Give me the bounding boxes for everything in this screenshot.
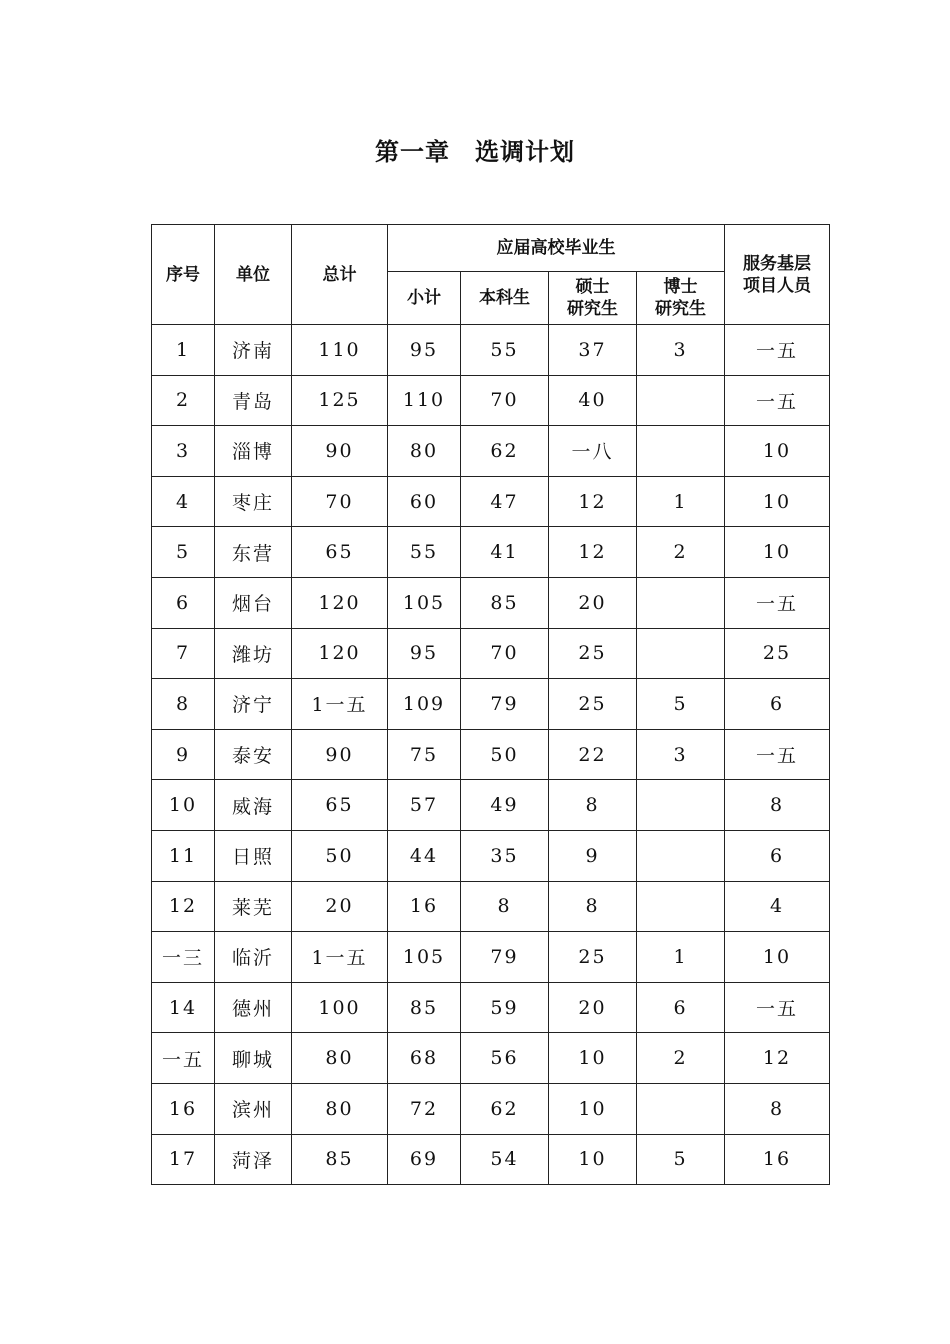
cell-unit: 淄博 [215,426,292,477]
cell-total: 65 [292,527,388,578]
cell-subtotal: 95 [388,325,461,376]
cell-unit: 东营 [215,527,292,578]
cell-master: 40 [549,375,637,426]
cell-phd [637,375,725,426]
cell-unit: 济南 [215,325,292,376]
cell-subtotal: 75 [388,729,461,780]
header-service-line1: 服务基层 [743,253,811,274]
table-row [152,1033,830,1084]
cell-unit: 济宁 [215,679,292,730]
header-unit: 单位 [215,225,292,325]
cell-undergrad: 47 [461,476,549,527]
cell-unit: 莱芜 [215,881,292,932]
cell-seq: 2 [152,375,215,426]
header-phd-line2: 研究生 [655,299,706,319]
cell-master: 9 [549,830,637,881]
cell-total: 65 [292,780,388,831]
cell-seq: 1 [152,325,215,376]
header-service-line2: 项目人员 [743,275,811,296]
cell-seq: 8 [152,679,215,730]
cell-unit: 枣庄 [215,476,292,527]
header-total: 总计 [292,225,388,325]
cell-service: 16 [725,1134,830,1185]
table-row [152,729,830,780]
table-row [152,982,830,1033]
cell-phd [637,780,725,831]
cell-master: 37 [549,325,637,376]
cell-phd [637,426,725,477]
cell-seq: 9 [152,729,215,780]
table-row [152,780,830,831]
cell-unit: 菏泽 [215,1134,292,1185]
header-master [549,272,637,325]
cell-phd [637,881,725,932]
cell-subtotal: 69 [388,1134,461,1185]
cell-seq: 6 [152,577,215,628]
cell-master: 8 [549,780,637,831]
cell-master: 20 [549,577,637,628]
cell-service: 10 [725,527,830,578]
cell-undergrad: 41 [461,527,549,578]
cell-phd: 1 [637,932,725,983]
cell-service: 10 [725,426,830,477]
cell-service: 一五 [725,982,830,1033]
cell-undergrad: 79 [461,679,549,730]
cell-seq: 10 [152,780,215,831]
header-phd-line1: 博士 [663,277,698,297]
cell-unit: 日照 [215,830,292,881]
cell-seq: 16 [152,1083,215,1134]
cell-undergrad: 79 [461,932,549,983]
cell-subtotal: 95 [388,628,461,679]
cell-seq: 一五 [152,1033,215,1084]
cell-unit: 德州 [215,982,292,1033]
cell-seq: 一三 [152,932,215,983]
header-subtotal: 小计 [388,272,461,325]
cell-undergrad: 50 [461,729,549,780]
cell-service: 4 [725,881,830,932]
cell-phd [637,1083,725,1134]
cell-undergrad: 70 [461,375,549,426]
cell-master: 8 [549,881,637,932]
cell-service: 一五 [725,729,830,780]
cell-master: 22 [549,729,637,780]
page-title: 第一章 选调计划 [375,138,575,166]
cell-subtotal: 60 [388,476,461,527]
cell-seq: 17 [152,1134,215,1185]
cell-phd: 2 [637,1033,725,1084]
cell-master: 25 [549,932,637,983]
cell-subtotal: 110 [388,375,461,426]
header-service [725,225,830,325]
table-row [152,830,830,881]
cell-master: 12 [549,527,637,578]
cell-total: 70 [292,476,388,527]
cell-undergrad: 85 [461,577,549,628]
cell-undergrad: 62 [461,1083,549,1134]
cell-phd: 6 [637,982,725,1033]
table-body [152,325,830,1185]
cell-undergrad: 49 [461,780,549,831]
cell-subtotal: 57 [388,780,461,831]
header-seq: 序号 [152,225,215,325]
cell-undergrad: 54 [461,1134,549,1185]
cell-phd: 3 [637,325,725,376]
cell-undergrad: 62 [461,426,549,477]
cell-seq: 14 [152,982,215,1033]
cell-unit: 潍坊 [215,628,292,679]
cell-service: 10 [725,932,830,983]
table-row [152,932,830,983]
table-header-row [152,225,830,272]
cell-total: 80 [292,1033,388,1084]
cell-service: 10 [725,476,830,527]
cell-subtotal: 72 [388,1083,461,1134]
cell-service: 一五 [725,577,830,628]
cell-phd: 2 [637,527,725,578]
cell-total: 20 [292,881,388,932]
cell-master: 一八 [549,426,637,477]
cell-unit: 聊城 [215,1033,292,1084]
cell-master: 12 [549,476,637,527]
cell-master: 10 [549,1083,637,1134]
cell-phd: 1 [637,476,725,527]
cell-phd [637,577,725,628]
cell-unit: 泰安 [215,729,292,780]
table-row [152,426,830,477]
cell-subtotal: 68 [388,1033,461,1084]
table-row [152,1134,830,1185]
header-graduates: 应届高校毕业生 [388,225,725,272]
cell-total: 50 [292,830,388,881]
cell-total: 120 [292,628,388,679]
cell-master: 10 [549,1033,637,1084]
cell-service: 8 [725,780,830,831]
cell-phd: 5 [637,679,725,730]
cell-service: 8 [725,1083,830,1134]
cell-unit: 临沂 [215,932,292,983]
cell-undergrad: 70 [461,628,549,679]
cell-seq: 7 [152,628,215,679]
header-undergrad: 本科生 [461,272,549,325]
cell-subtotal: 109 [388,679,461,730]
table-row [152,881,830,932]
cell-unit: 威海 [215,780,292,831]
cell-subtotal: 105 [388,932,461,983]
cell-master: 25 [549,679,637,730]
table-row [152,577,830,628]
cell-master: 20 [549,982,637,1033]
cell-subtotal: 55 [388,527,461,578]
cell-undergrad: 55 [461,325,549,376]
cell-total: 90 [292,729,388,780]
header-master-line2: 研究生 [567,299,618,319]
cell-master: 25 [549,628,637,679]
cell-service: 6 [725,830,830,881]
header-master-line1: 硕士 [575,277,610,297]
cell-total: 100 [292,982,388,1033]
cell-service: 25 [725,628,830,679]
table-row [152,527,830,578]
cell-phd: 3 [637,729,725,780]
header-phd [637,272,725,325]
table-row [152,679,830,730]
cell-total: 90 [292,426,388,477]
cell-total: 120 [292,577,388,628]
table-row [152,476,830,527]
cell-unit: 滨州 [215,1083,292,1134]
cell-service: 12 [725,1033,830,1084]
cell-master: 10 [549,1134,637,1185]
table-row [152,325,830,376]
cell-total: 85 [292,1134,388,1185]
cell-seq: 4 [152,476,215,527]
cell-seq: 11 [152,830,215,881]
cell-total: 80 [292,1083,388,1134]
cell-subtotal: 16 [388,881,461,932]
cell-total: 1一五 [292,932,388,983]
cell-total: 110 [292,325,388,376]
cell-subtotal: 105 [388,577,461,628]
cell-subtotal: 80 [388,426,461,477]
cell-undergrad: 59 [461,982,549,1033]
table-row [152,375,830,426]
cell-undergrad: 35 [461,830,549,881]
cell-service: 一五 [725,325,830,376]
cell-seq: 5 [152,527,215,578]
cell-phd: 5 [637,1134,725,1185]
cell-unit: 烟台 [215,577,292,628]
selection-plan-table [151,224,830,1185]
table-row [152,1083,830,1134]
cell-total: 125 [292,375,388,426]
cell-total: 1一五 [292,679,388,730]
cell-subtotal: 85 [388,982,461,1033]
cell-subtotal: 44 [388,830,461,881]
cell-phd [637,628,725,679]
cell-seq: 3 [152,426,215,477]
cell-undergrad: 56 [461,1033,549,1084]
cell-unit: 青岛 [215,375,292,426]
cell-undergrad: 8 [461,881,549,932]
cell-seq: 12 [152,881,215,932]
table-row [152,628,830,679]
cell-phd [637,830,725,881]
cell-service: 一五 [725,375,830,426]
cell-service: 6 [725,679,830,730]
